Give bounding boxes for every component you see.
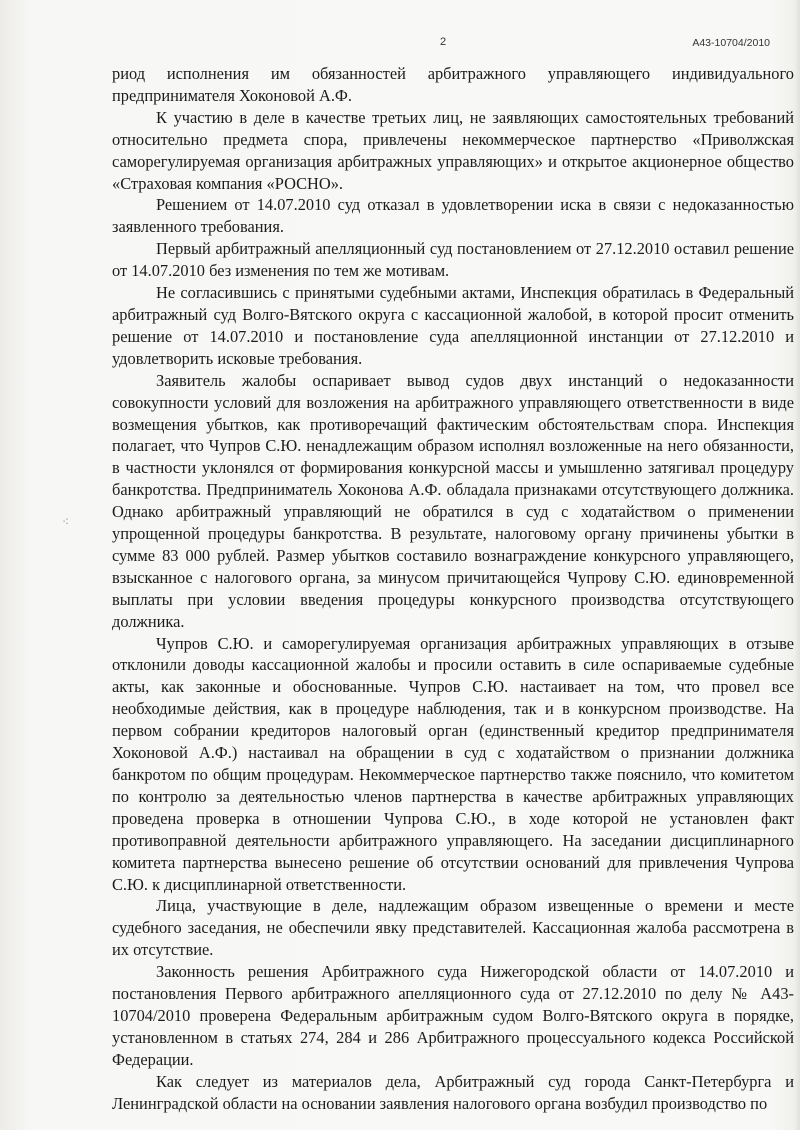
- paragraph-first-decision: Решением от 14.07.2010 суд отказал в удовлетворении иска в связи с недоказанностью заявленного требования.: [112, 195, 794, 237]
- page-edge-shadow: [794, 0, 800, 1130]
- document-body: [112, 63, 794, 1115]
- paragraph-third-parties: К участию в деле в качестве третьих лиц, не заявляющих самостоятельных требований относительно предмета спора, привлечены некоммерческое партнерство «Приволжская саморегулируемая организация арбитражных управляющих» и открытое акционерное общество «Страховая компания «РОСНО».: [112, 107, 794, 193]
- paragraph-cassation-complaint: Не согласившись с принятыми судебными актами, Инспекция обратилась в Федеральный арбитражный суд Волго-Вятского округа с кассационной жалобой, в которой просит отменить решение от 14.07.2010 и постановление суда апелляционной инстанции от 27.12.2010 и удовлетворить исковые требования.: [112, 283, 794, 368]
- binder-hole-mark-icon: ⁖: [62, 515, 70, 529]
- paragraph-continuation: риод исполнения им обязанностей арбитражного управляющего индивидуального предпринимателя Хоконовой А.Ф.: [112, 64, 794, 105]
- paragraph-appeal-decision: Первый арбитражный апелляционный суд постановлением от 27.12.2010 оставил решение от 14.07.2010 без изменения по тем же мотивам.: [112, 239, 794, 281]
- paragraph-respondent-reply: Чупров С.Ю. и саморегулируемая организация арбитражных управляющих в отзыве отклонили доводы кассационной жалобы и просили оставить в силе оспариваемые судебные акты, как законные и обоснованные. Чупров С.Ю. настаивает на том, что провел все необходимые действия, как в процедуре наблюдения, так и в конкурсном производстве. На первом собрании кредиторов налоговый орган (единственный кредитор предпринимателя Хоконовой А.Ф.) настаивал на обращении в суд с ходатайством о признании должника банкротом по общим процедурам. Некоммерческое партнерство также пояснило, что комитетом по контролю за деятельностью членов партнерства в качестве арбитражных управляющих проведена проверка в отношении Чупрова С.Ю., в ходе которой не установлен факт противоправной деятельности арбитражного управляющего. На заседании дисциплинарного комитета партнерства вынесено решение об отсутствии оснований для привлечения Чупрова С.Ю. к дисциплинарной ответственности.: [112, 633, 794, 894]
- case-number: А43-10704/2010: [692, 37, 770, 49]
- paragraph-complainant-arguments: Заявитель жалобы оспаривает вывод судов двух инстанций о недоказанности совокупности условий для возложения на арбитражного управляющего ответственности в виде возмещения убытков, как противоречащий фактическим обстоятельствам спора. Инспекция полагает, что Чупров С.Ю. ненадлежащим образом исполнял возложенные на него обязанности, в частности уклонялся от формирования конкурсной массы и умышленно затягивал процедуру банкротства. Предприниматель Хоконова А.Ф. обладала признаками отсутствующего должника. Однако арбитражный управляющий не обратился в суд с ходатайством о применении упрощенной процедуры банкротства. В результате, налоговому органу причинены убытки в сумме 83 000 рублей. Размер убытков составило вознаграждение конкурсного управляющего, взысканное с налогового органа, за минусом причитающейся Чупрову С.Ю. единовременной выплаты при условии введения процедуры конкурсного производства отсутствующего должника.: [112, 370, 794, 631]
- paragraph-case-materials: Как следует из материалов дела, Арбитражный суд города Санкт-Петербурга и Ленинградской области на основании заявления налогового органа возбудил производство по: [112, 1071, 794, 1113]
- paragraph-legality-review: Законность решения Арбитражного суда Нижегородской области от 14.07.2010 и постановления Первого арбитражного апелляционного суда от 27.12.2010 по делу № А43-10704/2010 проверена Федеральным арбитражным судом Волго-Вятского округа в порядке, установленном в статьях 274, 284 и 286 Арбитражного процессуального кодекса Российской Федерации.: [112, 962, 794, 1069]
- page-number: 2: [440, 36, 447, 48]
- paragraph-absence-of-parties: Лица, участвующие в деле, надлежащим образом извещенные о времени и месте судебного заседания, не обеспечили явку представителей. Кассационная жалоба рассмотрена в их отсутствие.: [112, 896, 794, 960]
